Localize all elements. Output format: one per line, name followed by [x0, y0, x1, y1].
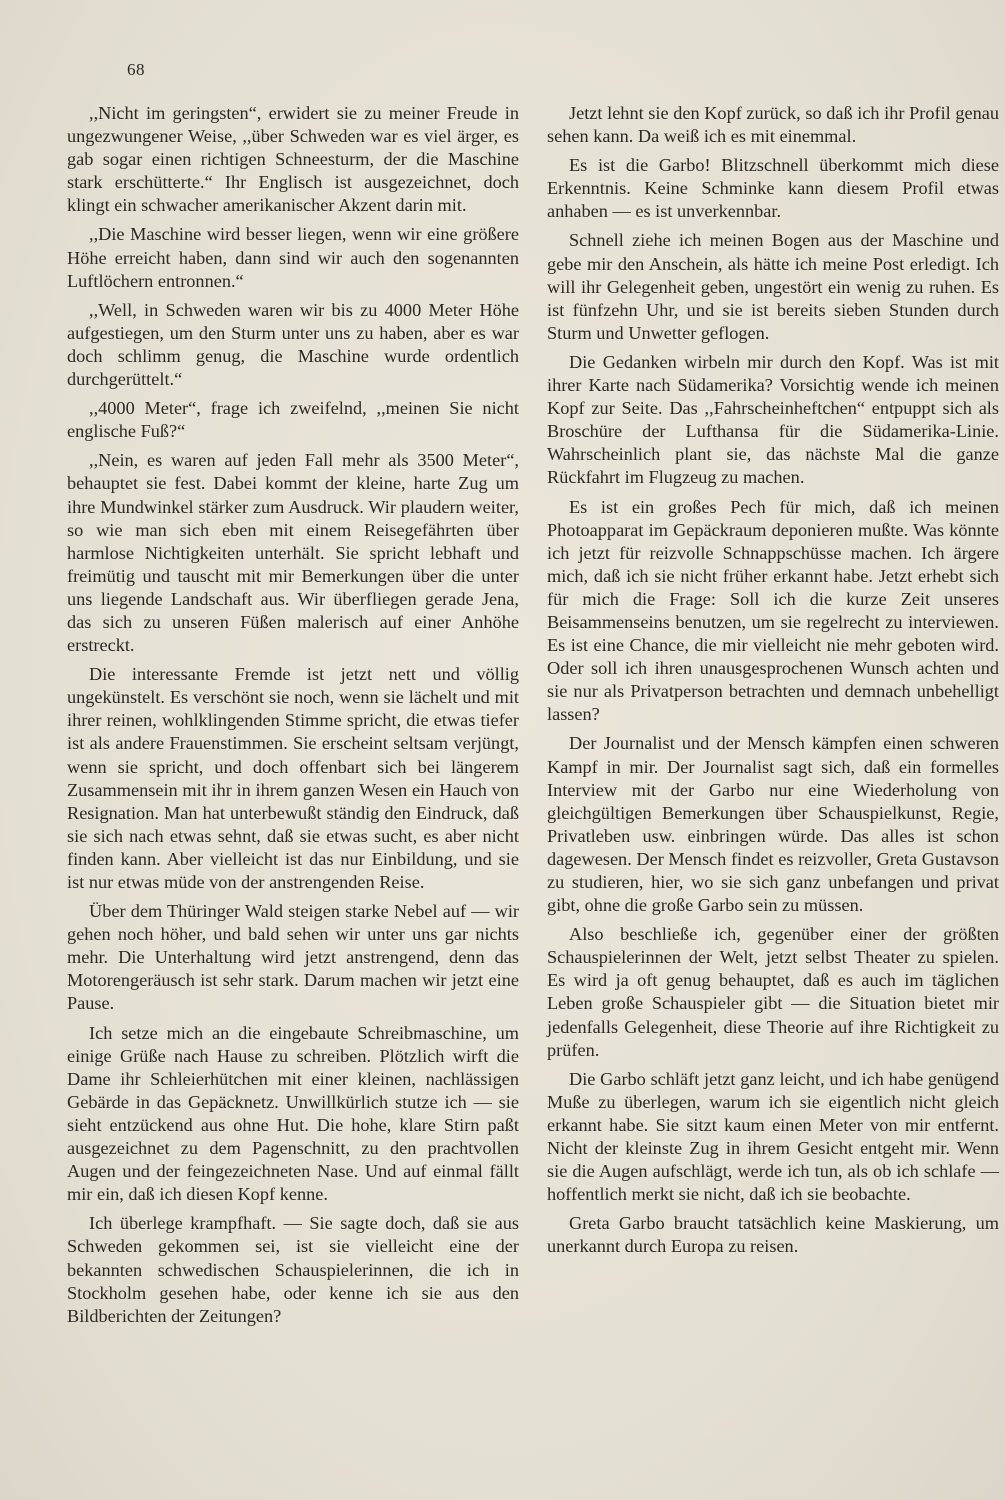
paragraph: Ich überlege krampfhaft. — Sie sagte doch, daß sie aus Schweden gekommen sei, ist sie vielleicht eine der bekannten schwedischen Schauspielerinnen, die ich in Stockholm gesehen habe, oder kenne ich sie aus den Bildberichten der Zeitungen? [67, 1213, 519, 1326]
paragraph: ,,Nein, es waren auf jeden Fall mehr als 3500 Meter“, behauptet sie fest. Dabei kommt der kleine, harte Zug um ihre Mundwinkel stärker zum Ausdruck. Wir plaudern weiter, so wie man sich eben mit einem Reisegefährten über harmlose Nichtigkeiten unterhält. Sie spricht lebhaft und freimütig und tauscht mit mir Bemerkungen über die unter uns liegende Landschaft aus. Wir überfliegen gerade Jena, das sich zu unseren Füßen malerisch auf einer Anhöhe erstreckt. [67, 450, 519, 656]
paragraph: Die Gedanken wirbeln mir durch den Kopf. Was ist mit ihrer Karte nach Südamerika? Vorsichtig wende ich meinen Kopf zur Seite. Das ,,Fahrscheinheftchen“ entpuppt sich als Broschüre der Lufthansa für die Südamerika-Linie. Wahrscheinlich plant sie, das nächste Mal die ganze Rückfahrt im Flugzeug zu machen. [547, 351, 999, 488]
paragraph: Jetzt lehnt sie den Kopf zurück, so daß ich ihr Profil genau sehen kann. Da weiß ich es mit einemmal. [547, 103, 999, 147]
paragraph: Es ist ein großes Pech für mich, daß ich meinen Photoapparat im Gepäckraum deponieren mußte. Was könnte ich jetzt für reizvolle Schnappschüsse machen. Ich ärgere mich, daß ich sie nicht früher erkannt habe. Jetzt erhebt sich für mich die Frage: Soll ich die kurze Zeit unseres Beisammenseins benutzen, um sie regelrecht zu interviewen. Es ist eine Chance, die mir vielleicht nie mehr geboten wird. Oder soll ich ihren unausgesprochenen Wunsch achten und sie nur als Privatperson betrachten und demnach unbehelligt lassen? [547, 496, 999, 725]
left-column [67, 102, 519, 1334]
paragraph: Schnell ziehe ich meinen Bogen aus der Maschine und gebe mir den Anschein, als hätte ich meine Post erledigt. Ich will ihr Gelegenheit geben, ungestört ein wenig zu ruhen. Es ist fünfzehn Uhr, und sie ist bereits sieben Stunden durch Sturm und Unwetter geflogen. [547, 230, 999, 343]
paragraph: ,,4000 Meter“, frage ich zweifelnd, ,,meinen Sie nicht englische Fuß?“ [67, 398, 519, 442]
paragraph: Es ist die Garbo! Blitzschnell überkommt mich diese Erkenntnis. Keine Schminke kann diesem Profil etwas anhaben — es ist unverkennbar. [547, 155, 999, 222]
paragraph: Die Garbo schläft jetzt ganz leicht, und ich habe genügend Muße zu überlegen, warum ich sie eigentlich nicht gleich erkannt habe. Sie sitzt kaum einen Meter von mir entfernt. Nicht der kleinste Zug in ihrem Gesicht entgeht mir. Wenn sie die Augen aufschlägt, werde ich tun, als ob ich schlafe — hoffentlich merkt sie nicht, daß ich sie beobachte. [547, 1068, 999, 1205]
paragraph: Greta Garbo braucht tatsächlich keine Maskierung, um unerkannt durch Europa zu reisen. [547, 1213, 999, 1257]
paragraph: Also beschließe ich, gegenüber einer der größten Schauspielerinnen der Welt, jetzt selbst Theater zu spielen. Es wird ja oft genug behauptet, daß es auch im täglichen Leben große Schauspieler gibt — die Situation bietet mir jedenfalls Gelegenheit, diese Theorie auf ihre Richtigkeit zu prüfen. [547, 924, 999, 1060]
paragraph: Über dem Thüringer Wald steigen starke Nebel auf — wir gehen noch höher, und bald sehen wir unter uns gar nichts mehr. Die Unterhaltung wird jetzt anstrengend, denn das Motorengeräusch ist sehr stark. Darum machen wir jetzt eine Pause. [67, 901, 519, 1014]
paragraph: Ich setze mich an die eingebaute Schreibmaschine, um einige Grüße nach Hause zu schreiben. Plötzlich wirft die Dame ihr Schleierhütchen mit einer kleinen, nachlässigen Gebärde in das Gepäcknetz. Unwillkürlich stutze ich — sie sieht entzückend aus ohne Hut. Die hohe, klare Stirn paßt ausgezeichnet zu dem Pagenschnitt, zu den prachtvollen Augen und der feingezeichneten Nase. Und auf einmal fällt mir ein, daß ich diesen Kopf kenne. [67, 1022, 519, 1205]
paragraph: ,,Die Maschine wird besser liegen, wenn wir eine größere Höhe erreicht haben, dann sind wir auch den sogenannten Luftlöchern entronnen.“ [67, 224, 519, 291]
paragraph: Die interessante Fremde ist jetzt nett und völlig ungekünstelt. Es verschönt sie noch, wenn sie lächelt und mit ihrer reinen, wohlklingenden Stimme spricht, die etwas tiefer ist als andere Frauenstimmen. Sie erscheint seltsam verjüngt, wenn sie spricht, und doch offenbart sich bei längerem Zusammensein mit ihr in ihrem ganzen Wesen ein Hauch von Resignation. Man hat unterbewußt ständig den Eindruck, daß sie sich nach etwas sehnt, daß sie etwas sucht, es aber nicht finden kann. Aber vielleicht ist das nur Einbildung, und sie ist nur etwas müde von der anstrengenden Reise. [67, 664, 519, 892]
page-number: 68 [127, 60, 145, 79]
paragraph: ,,Well, in Schweden waren wir bis zu 4000 Meter Höhe aufgestiegen, um den Sturm unter uns zu haben, aber es war doch schlimm genug, die Maschine wurde ordentlich durchgerüttelt.“ [67, 299, 519, 390]
right-column [547, 102, 999, 1265]
paragraph: ,,Nicht im geringsten“, erwidert sie zu meiner Freude in ungezwungener Weise, ,,über Schweden war es viel ärger, es gab sogar einen richtigen Schneesturm, der die Maschine stark erschütterte.“ Ihr Englisch ist ausgezeichnet, doch klingt ein schwacher amerikanischer Akzent darin mit. [67, 103, 519, 216]
paragraph: Der Journalist und der Mensch kämpfen einen schweren Kampf in mir. Der Journalist sagt sich, daß ein formelles Interview mit der Garbo nur eine Wiederholung von gleichgültigen Bemerkungen über Schauspielkunst, Regie, Privatleben usw. einbringen würde. Das alles ist schon dagewesen. Der Mensch findet es reizvoller, Greta Gustavson zu studieren, hier, wo sie sich ganz unbefangen und privat gibt, ohne die große Garbo sein zu müssen. [547, 733, 999, 916]
